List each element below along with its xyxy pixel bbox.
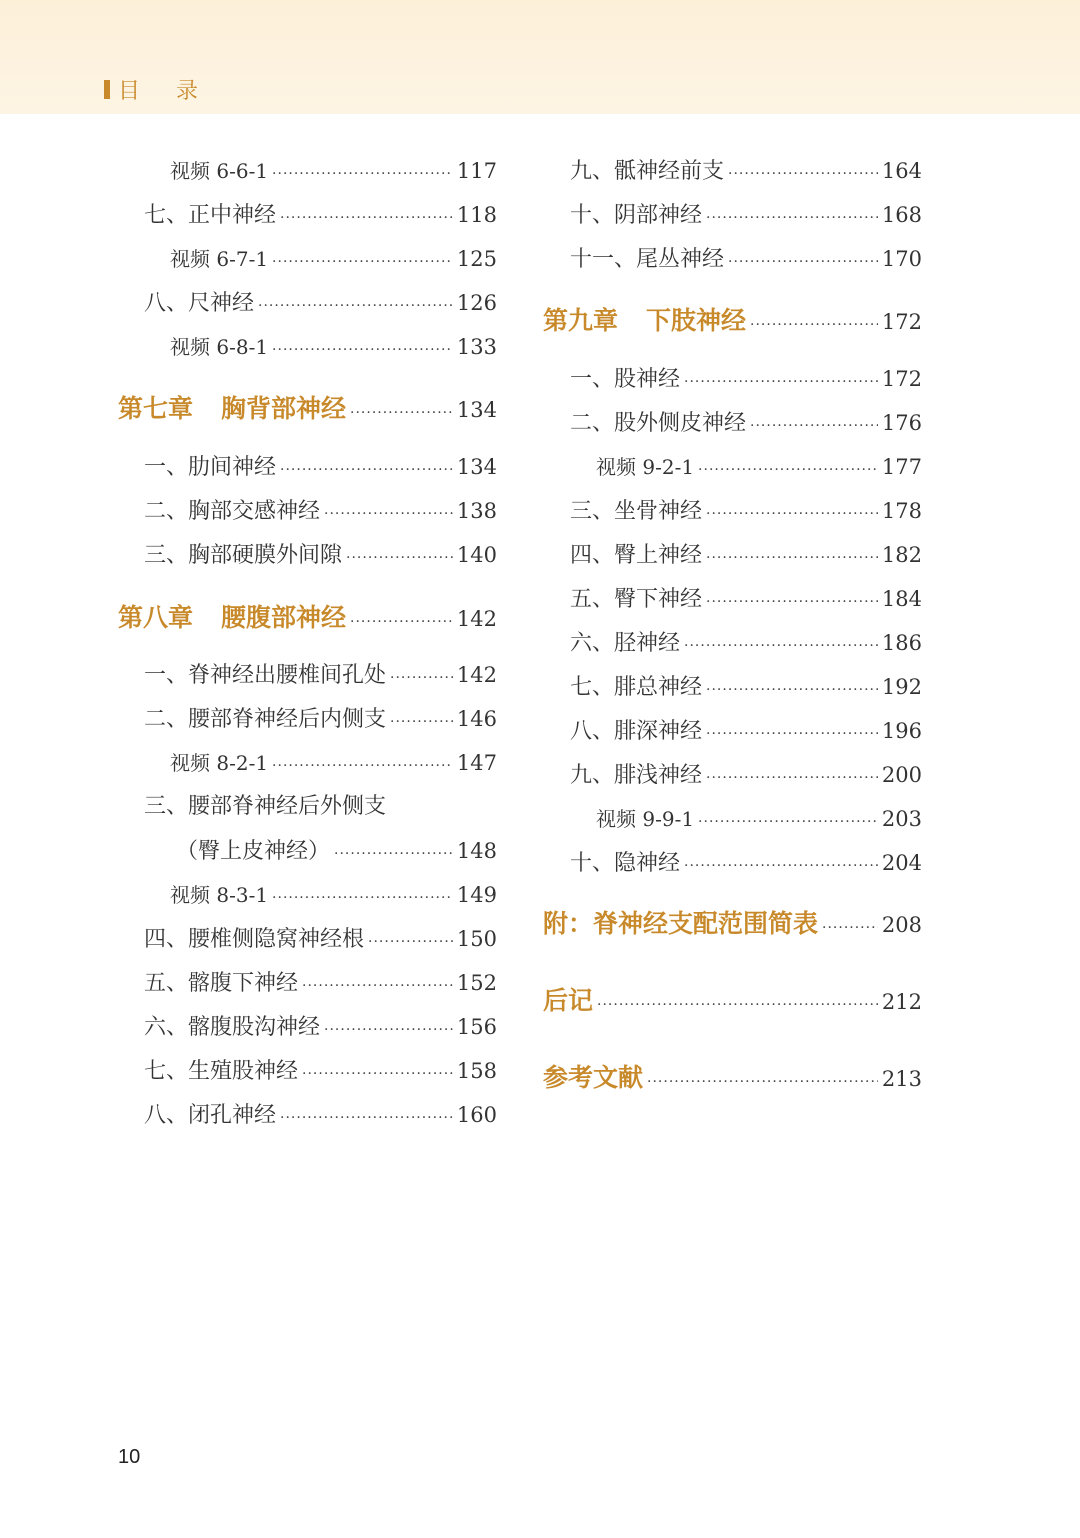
toc-entry-title: 视频 6-7-1 <box>170 247 269 271</box>
toc-entry-page: 148 <box>456 839 497 863</box>
toc-entry[interactable] <box>570 364 922 394</box>
dot-leader <box>258 291 453 321</box>
toc-entry-title: 一、股神经 <box>570 367 681 392</box>
toc-entry-page: 146 <box>456 707 497 731</box>
dot-leader <box>706 587 878 617</box>
toc-entry-title: 八、尺神经 <box>144 291 255 316</box>
toc-entry-page: 133 <box>456 335 497 359</box>
toc-entry-title: 视频 9-9-1 <box>596 807 695 831</box>
toc-entry[interactable] <box>570 672 922 702</box>
toc-entry-page: 200 <box>881 763 922 787</box>
toc-entry-page: 158 <box>456 1059 497 1083</box>
toc-entry-page: 152 <box>456 971 497 995</box>
dot-leader <box>350 398 453 428</box>
toc-entry-page: 134 <box>456 455 497 479</box>
toc-entry-title: 二、腰部脊神经后内侧支 <box>144 707 387 732</box>
dot-leader <box>280 455 453 485</box>
toc-entry[interactable] <box>144 704 497 734</box>
toc-entry-page: 168 <box>881 203 922 227</box>
toc-entry[interactable] <box>570 628 922 658</box>
dot-leader <box>324 1015 453 1045</box>
toc-entry[interactable] <box>144 1100 497 1130</box>
dot-leader <box>390 663 453 693</box>
toc-entry[interactable] <box>144 1056 497 1086</box>
toc-entry[interactable] <box>596 452 922 482</box>
toc-entry[interactable] <box>144 968 497 998</box>
dot-leader <box>706 203 878 233</box>
dot-leader <box>334 839 453 869</box>
toc-entry-page: 178 <box>881 499 922 523</box>
toc-entry-title: 八、闭孔神经 <box>144 1103 277 1128</box>
toc-entry[interactable] <box>596 804 922 834</box>
dot-leader <box>684 851 878 881</box>
toc-entry-page: 184 <box>881 587 922 611</box>
toc-entry-title: 七、生殖股神经 <box>144 1059 299 1084</box>
toc-entry-title: （臀上皮神经） <box>176 839 331 864</box>
toc-entry-page: 204 <box>881 851 922 875</box>
toc-entry-title: 三、胸部硬膜外间隙 <box>144 543 343 568</box>
toc-entry[interactable] <box>170 880 497 910</box>
toc-chapter-entry[interactable] <box>543 1063 922 1093</box>
toc-entry-page: 196 <box>881 719 922 743</box>
toc-entry[interactable] <box>144 924 497 954</box>
toc-entry-title: 视频 6-6-1 <box>170 159 269 183</box>
toc-chapter-entry[interactable] <box>543 909 922 939</box>
dot-leader <box>728 247 878 277</box>
toc-entry-title: 视频 6-8-1 <box>170 335 269 359</box>
toc-entry-page: 150 <box>456 927 497 951</box>
toc-entry-title: 二、股外侧皮神经 <box>570 411 747 436</box>
toc-entry-title: 附：脊神经支配范围简表 <box>543 909 819 938</box>
toc-entry[interactable] <box>144 452 497 482</box>
toc-entry[interactable] <box>570 540 922 570</box>
toc-entry-title: 二、胸部交感神经 <box>144 499 321 524</box>
toc-entry-title: 八、腓深神经 <box>570 719 703 744</box>
toc-entry-title: 七、正中神经 <box>144 203 277 228</box>
dot-leader <box>684 367 878 397</box>
dot-leader <box>706 763 878 793</box>
toc-entry-title: 第九章 下肢神经 <box>543 306 747 335</box>
dot-leader <box>750 310 878 340</box>
toc-entry-page: 160 <box>456 1103 497 1127</box>
toc-entry-page: 142 <box>456 607 497 631</box>
toc-entry[interactable] <box>170 244 497 274</box>
toc-entry-page: 186 <box>881 631 922 655</box>
dot-leader <box>390 707 453 737</box>
header-accent-bar <box>104 80 110 99</box>
toc-entry[interactable] <box>144 288 497 318</box>
toc-entry-page: 147 <box>456 751 497 775</box>
toc-entry[interactable] <box>570 848 922 878</box>
toc-entry-page: 177 <box>881 455 922 479</box>
toc-entry-title: 六、髂腹股沟神经 <box>144 1015 321 1040</box>
toc-entry-page: 172 <box>881 310 922 334</box>
toc-entry-title: 视频 8-2-1 <box>170 751 269 775</box>
toc-entry[interactable] <box>144 660 497 690</box>
toc-chapter-entry[interactable] <box>543 306 922 336</box>
toc-entry[interactable] <box>570 584 922 614</box>
dot-leader <box>272 883 453 913</box>
dot-leader <box>706 543 878 573</box>
toc-entry[interactable] <box>570 716 922 746</box>
toc-entry[interactable] <box>144 496 497 526</box>
toc-entry-title: 七、腓总神经 <box>570 675 703 700</box>
toc-entry-title: 十一、尾丛神经 <box>570 247 725 272</box>
toc-entry[interactable] <box>570 496 922 526</box>
toc-entry-title: 三、腰部脊神经后外侧支 <box>144 794 387 819</box>
toc-entry[interactable] <box>170 156 497 186</box>
toc-entry-title: 一、肋间神经 <box>144 455 277 480</box>
dot-leader <box>272 335 453 365</box>
toc-chapter-entry[interactable] <box>118 603 497 633</box>
dot-leader <box>302 971 453 1001</box>
toc-chapter-subtitle: 下肢神经 <box>646 306 747 335</box>
toc-entry-page: 172 <box>881 367 922 391</box>
toc-entry-title: 四、腰椎侧隐窝神经根 <box>144 927 365 952</box>
dot-leader <box>728 159 878 189</box>
toc-entry-title: 五、臀下神经 <box>570 587 703 612</box>
dot-leader <box>272 247 453 277</box>
toc-entry-page: 192 <box>881 675 922 699</box>
dot-leader <box>280 203 453 233</box>
toc-entry-page: 156 <box>456 1015 497 1039</box>
toc-entry[interactable] <box>144 1012 497 1042</box>
toc-entry-page: 164 <box>881 159 922 183</box>
toc-entry-title: 后记 <box>543 986 594 1015</box>
header-band <box>0 0 1080 114</box>
toc-chapter-subtitle: 胸背部神经 <box>221 394 347 423</box>
toc-entry-page: 125 <box>456 247 497 271</box>
dot-leader <box>706 499 878 529</box>
dot-leader <box>350 607 453 637</box>
toc-entry-page: 140 <box>456 543 497 567</box>
dot-leader <box>698 455 878 485</box>
toc-entry-title: 四、臀上神经 <box>570 543 703 568</box>
toc-entry[interactable] <box>170 332 497 362</box>
toc-entry-page: 203 <box>881 807 922 831</box>
toc-chapter-entry[interactable] <box>118 394 497 424</box>
toc-entry[interactable] <box>176 836 497 866</box>
dot-leader <box>684 631 878 661</box>
dot-leader <box>706 719 878 749</box>
dot-leader <box>822 913 878 943</box>
toc-entry[interactable] <box>570 156 922 186</box>
toc-entry[interactable] <box>570 408 922 438</box>
toc-entry-page: 170 <box>881 247 922 271</box>
dot-leader <box>272 751 453 781</box>
page-number: 10 <box>118 1446 141 1468</box>
dot-leader <box>706 675 878 705</box>
toc-entry-title: 视频 8-3-1 <box>170 883 269 907</box>
toc-entry-page: 149 <box>456 883 497 907</box>
toc-entry[interactable] <box>144 200 497 230</box>
dot-leader <box>280 1103 453 1133</box>
toc-entry-title: 第八章 腰腹部神经 <box>118 603 347 632</box>
toc-entry-title: 参考文献 <box>543 1063 644 1092</box>
toc-entry-page: 182 <box>881 543 922 567</box>
dot-leader <box>324 499 453 529</box>
toc-entry-page: 142 <box>456 663 497 687</box>
toc-entry[interactable] <box>144 792 386 822</box>
toc-entry-title: 十、隐神经 <box>570 851 681 876</box>
page-title: 目录 <box>118 79 235 104</box>
toc-chapter-entry[interactable] <box>543 986 922 1016</box>
toc-entry-title: 五、髂腹下神经 <box>144 971 299 996</box>
toc-entry-title: 一、脊神经出腰椎间孔处 <box>144 663 387 688</box>
toc-entry-title: 六、胫神经 <box>570 631 681 656</box>
dot-leader <box>272 159 453 189</box>
toc-entry-page: 138 <box>456 499 497 523</box>
toc-entry-title: 第七章 胸背部神经 <box>118 394 347 423</box>
toc-entry-title: 视频 9-2-1 <box>596 455 695 479</box>
toc-entry-page: 176 <box>881 411 922 435</box>
toc-chapter-subtitle: 腰腹部神经 <box>221 603 347 632</box>
toc-entry-title: 三、坐骨神经 <box>570 499 703 524</box>
dot-leader <box>597 990 878 1020</box>
toc-entry-title: 九、腓浅神经 <box>570 763 703 788</box>
toc-entry-page: 134 <box>456 398 497 422</box>
toc-entry-page: 208 <box>881 913 922 937</box>
toc-entry[interactable] <box>170 748 497 778</box>
dot-leader <box>750 411 878 441</box>
dot-leader <box>346 543 453 573</box>
dot-leader <box>302 1059 453 1089</box>
dot-leader <box>368 927 453 957</box>
toc-entry[interactable] <box>570 200 922 230</box>
toc-entry-page: 117 <box>456 159 497 183</box>
dot-leader <box>647 1067 878 1097</box>
toc-entry-title: 十、阴部神经 <box>570 203 703 228</box>
toc-entry-page: 212 <box>881 990 922 1014</box>
toc-entry[interactable] <box>144 540 497 570</box>
dot-leader <box>698 807 878 837</box>
toc-entry[interactable] <box>570 244 922 274</box>
toc-entry-page: 126 <box>456 291 497 315</box>
toc-entry-page: 118 <box>456 203 497 227</box>
toc-entry-title: 九、骶神经前支 <box>570 159 725 184</box>
toc-entry[interactable] <box>570 760 922 790</box>
toc-entry-page: 213 <box>881 1067 922 1091</box>
